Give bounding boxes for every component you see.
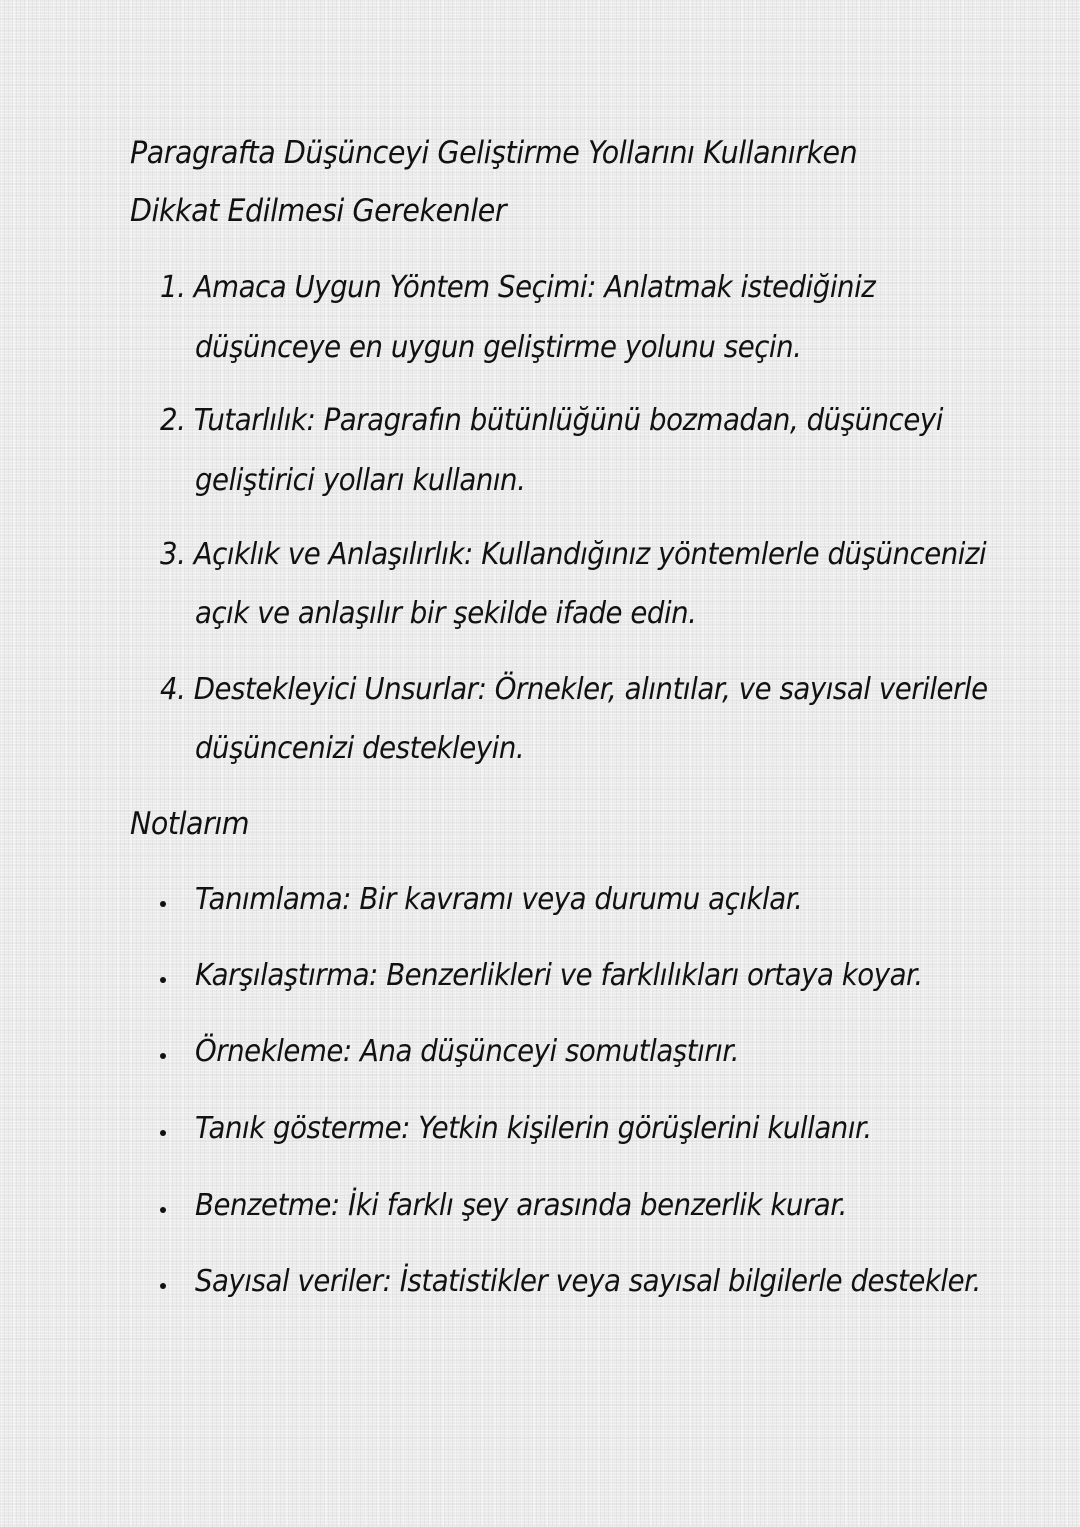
list-item-text: Tanımlama: Bir kavramı veya durumu açıklar. [195, 882, 803, 917]
bullet-icon [160, 1283, 166, 1289]
numbered-item-2-line-1: 2. Tutarlılık: Paragrafın bütünlüğünü bozmadan, düşünceyi [160, 403, 943, 438]
bullet-icon [160, 1053, 166, 1059]
list-item-text: Karşılaştırma: Benzerlikleri ve farklılıkları ortaya koyar. [195, 958, 923, 993]
numbered-item-2-line-2: geliştirici yolları kullanın. [195, 463, 526, 498]
bullet-icon [160, 1207, 166, 1213]
list-item-text: Örnekleme: Ana düşünceyi somutlaştırır. [195, 1034, 740, 1069]
numbered-item-1-line-1: 1. Amaca Uygun Yöntem Seçimi: Anlatmak istediğiniz [160, 270, 876, 305]
list-item-text: Benzetme: İki farklı şey arasında benzerlik kurar. [195, 1188, 847, 1223]
list-item-text: Sayısal veriler: İstatistikler veya sayısal bilgilerle destekler. [195, 1264, 981, 1299]
numbered-item-4-line-1: 4. Destekleyici Unsurlar: Örnekler, alıntılar, ve sayısal verilerle [160, 672, 988, 707]
numbered-item-3-line-1: 3. Açıklık ve Anlaşılırlık: Kullandığınız yöntemlerle düşüncenizi [160, 537, 987, 572]
notes-heading: Notlarım [130, 806, 250, 842]
numbered-item-4-line-2: düşüncenizi destekleyin. [195, 731, 525, 766]
numbered-item-1-line-2: düşünceye en uygun geliştirme yolunu seçin. [195, 330, 802, 365]
title-line-1: Paragrafta Düşünceyi Geliştirme Yollarını Kullanırken [130, 135, 858, 171]
bullet-icon [160, 977, 166, 983]
bullet-icon [160, 901, 166, 907]
title-line-2: Dikkat Edilmesi Gerekenler [130, 193, 507, 229]
numbered-item-3-line-2: açık ve anlaşılır bir şekilde ifade edin. [195, 596, 697, 631]
bullet-icon [160, 1130, 166, 1136]
list-item-text: Tanık gösterme: Yetkin kişilerin görüşlerini kullanır. [195, 1111, 872, 1146]
